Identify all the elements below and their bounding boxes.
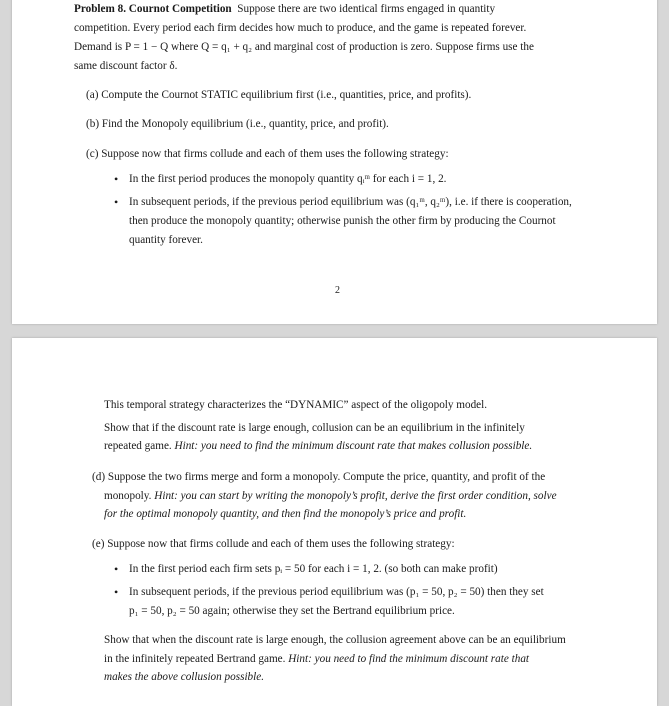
paragraph-show-collusion-line-1: Show that if the discount rate is large enough, collusion can be an equilibrium in the infinitely	[104, 422, 525, 434]
problem-title: Problem 8. Cournot Competition	[74, 3, 232, 15]
problem-intro-line-4: same discount factor δ.	[74, 60, 178, 72]
document-page-1	[12, 0, 657, 324]
item-e: (e) Suppose now that firms collude and each of them uses the following strategy:	[92, 538, 455, 550]
item-c: (c) Suppose now that firms collude and each of them uses the following strategy:	[86, 148, 449, 160]
problem-intro-line-2: competition. Every period each firm decides how much to produce, and the game is repeated forever.	[74, 22, 527, 34]
paragraph-text: repeated game.	[104, 440, 172, 452]
item-d-text: monopoly.	[104, 490, 152, 502]
bullet-e-1: • In the first period each firm sets pᵢ = 50 for each i = 1, 2. (so both can make profit)	[129, 562, 498, 576]
item-d-line-1: (d) Suppose the two firms merge and form a monopoly. Compute the price, quantity, and profit of the	[92, 471, 546, 483]
item-d-line-3: for the optimal monopoly quantity, and then find the monopoly’s price and profit.	[104, 508, 467, 520]
page-number: 2	[335, 285, 340, 296]
problem-intro-text: Suppose there are two identical firms engaged in quantity	[237, 3, 496, 15]
paragraph-bertrand-line-1: Show that when the discount rate is large enough, the collusion agreement above can be an equilibrium	[104, 634, 566, 646]
bullet-c-1: • In the first period produces the monopoly quantity qᵢᵐ for each i = 1, 2.	[129, 172, 446, 186]
paragraph-show-collusion-line-2	[104, 439, 532, 453]
hint-text: Hint: you need to find the minimum discount rate that	[288, 653, 530, 665]
paragraph-bertrand-line-3: makes the above collusion possible.	[104, 671, 265, 683]
document-page-2	[12, 338, 657, 706]
bullet-c-2-line-2: then produce the monopoly quantity; otherwise punish the other firm by producing the Cournot	[129, 215, 556, 227]
paragraph-bertrand-line-2	[104, 652, 529, 666]
bullet-c-2-line-3: quantity forever.	[129, 234, 203, 246]
item-b: (b) Find the Monopoly equilibrium (i.e., quantity, price, and profit).	[86, 118, 389, 130]
bullet-e-2-line-2: p₁ = 50, p₂ = 50 again; otherwise they set the Bertrand equilibrium price.	[129, 605, 455, 617]
hint-text: Hint: you can start by writing the monopoly’s profit, derive the first order condition, solve	[154, 490, 557, 502]
paragraph-temporal-strategy: This temporal strategy characterizes the “DYNAMIC” aspect of the oligopoly model.	[104, 399, 488, 411]
bullet-e-2-line-1: • In subsequent periods, if the previous period equilibrium was (p₁ = 50, p₂ = 50) then they set	[129, 585, 544, 599]
item-d-line-2	[104, 489, 557, 503]
problem-intro-line-3: Demand is P = 1 − Q where Q = q₁ + q₂ and marginal cost of production is zero. Suppose firms use the	[74, 41, 534, 53]
item-a: (a) Compute the Cournot STATIC equilibrium first (i.e., quantities, price, and profits).	[86, 89, 472, 101]
paragraph-text: in the infinitely repeated Bertrand game.	[104, 653, 286, 665]
hint-text: Hint: you need to find the minimum discount rate that makes collusion possible.	[174, 440, 533, 452]
bullet-c-2-line-1: • In subsequent periods, if the previous period equilibrium was (q₁ᵐ, q₂ᵐ), i.e. if there is cooperation,	[129, 195, 572, 209]
problem-intro-line-1	[74, 2, 495, 16]
